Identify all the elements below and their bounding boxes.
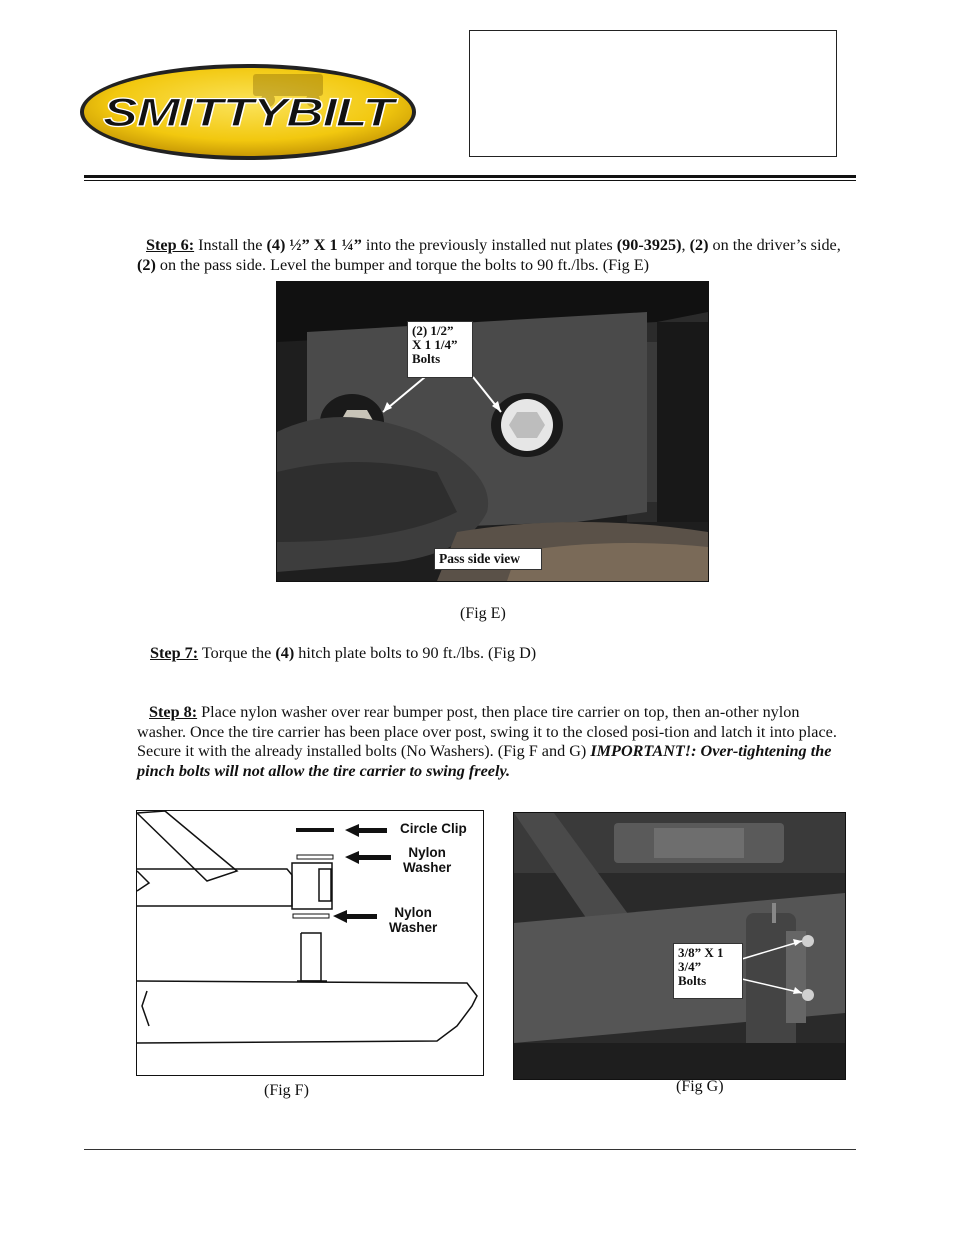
- fig-g-caption: (Fig G): [676, 1078, 724, 1095]
- fig-e-photo: [276, 281, 709, 582]
- header-rule: [84, 175, 856, 178]
- smittybilt-logo: [78, 62, 418, 162]
- fig-f-caption: (Fig F): [264, 1082, 309, 1099]
- fig-f-diagram: [136, 810, 484, 1076]
- step-7-label: Step 7:: [150, 644, 199, 662]
- header-rule-thin: [84, 180, 856, 181]
- fig-g-bolts-callout: 3/8” X 1 3/4” Bolts: [673, 943, 743, 999]
- fig-e-bolts-callout: (2) 1/2” X 1 1/4” Bolts: [407, 321, 473, 378]
- step-6-text: Step 6: Install the (4) ½” X 1 ¼” into the previously installed nut plates (90-3925), (2) on the driver’s side, (2) on the pass side. Level the bumper and torque the bolts to 90 ft./lbs. (Fig E): [137, 236, 841, 274]
- step-6-label: Step 6:: [146, 236, 195, 254]
- fig-e-caption: (Fig E): [460, 605, 506, 622]
- fig-e-view-callout: Pass side view: [434, 548, 542, 570]
- fig-f-nylon-washer-top-label: Nylon Washer: [403, 845, 452, 875]
- fig-f-nylon-washer-bottom-label: Nylon Washer: [389, 905, 438, 935]
- step-8-text: Step 8: Place nylon washer over rear bumper post, then place tire carrier on top, then an-other nylon washer. Once the tire carrier has been place over post, swing it to the closed posi-tion and latch it into place. Secure it with the already installed bolts (No Washers). (Fig F and G) IMPORTANT!: Over-tightening the pinch bolts will not allow the tire carrier to swing freely.: [137, 703, 837, 780]
- step-8-label: Step 8:: [149, 703, 198, 721]
- logo-text: SMITTYBILT: [103, 91, 399, 135]
- footer-rule: [84, 1149, 856, 1150]
- header-info-box: [469, 30, 837, 157]
- fig-f-circle-clip-label: Circle Clip: [400, 821, 467, 836]
- step-7-text: Step 7: Torque the (4) hitch plate bolts to 90 ft./lbs. (Fig D): [150, 644, 537, 662]
- fig-g-photo: [513, 812, 846, 1080]
- fig-e-illustration: [277, 282, 708, 581]
